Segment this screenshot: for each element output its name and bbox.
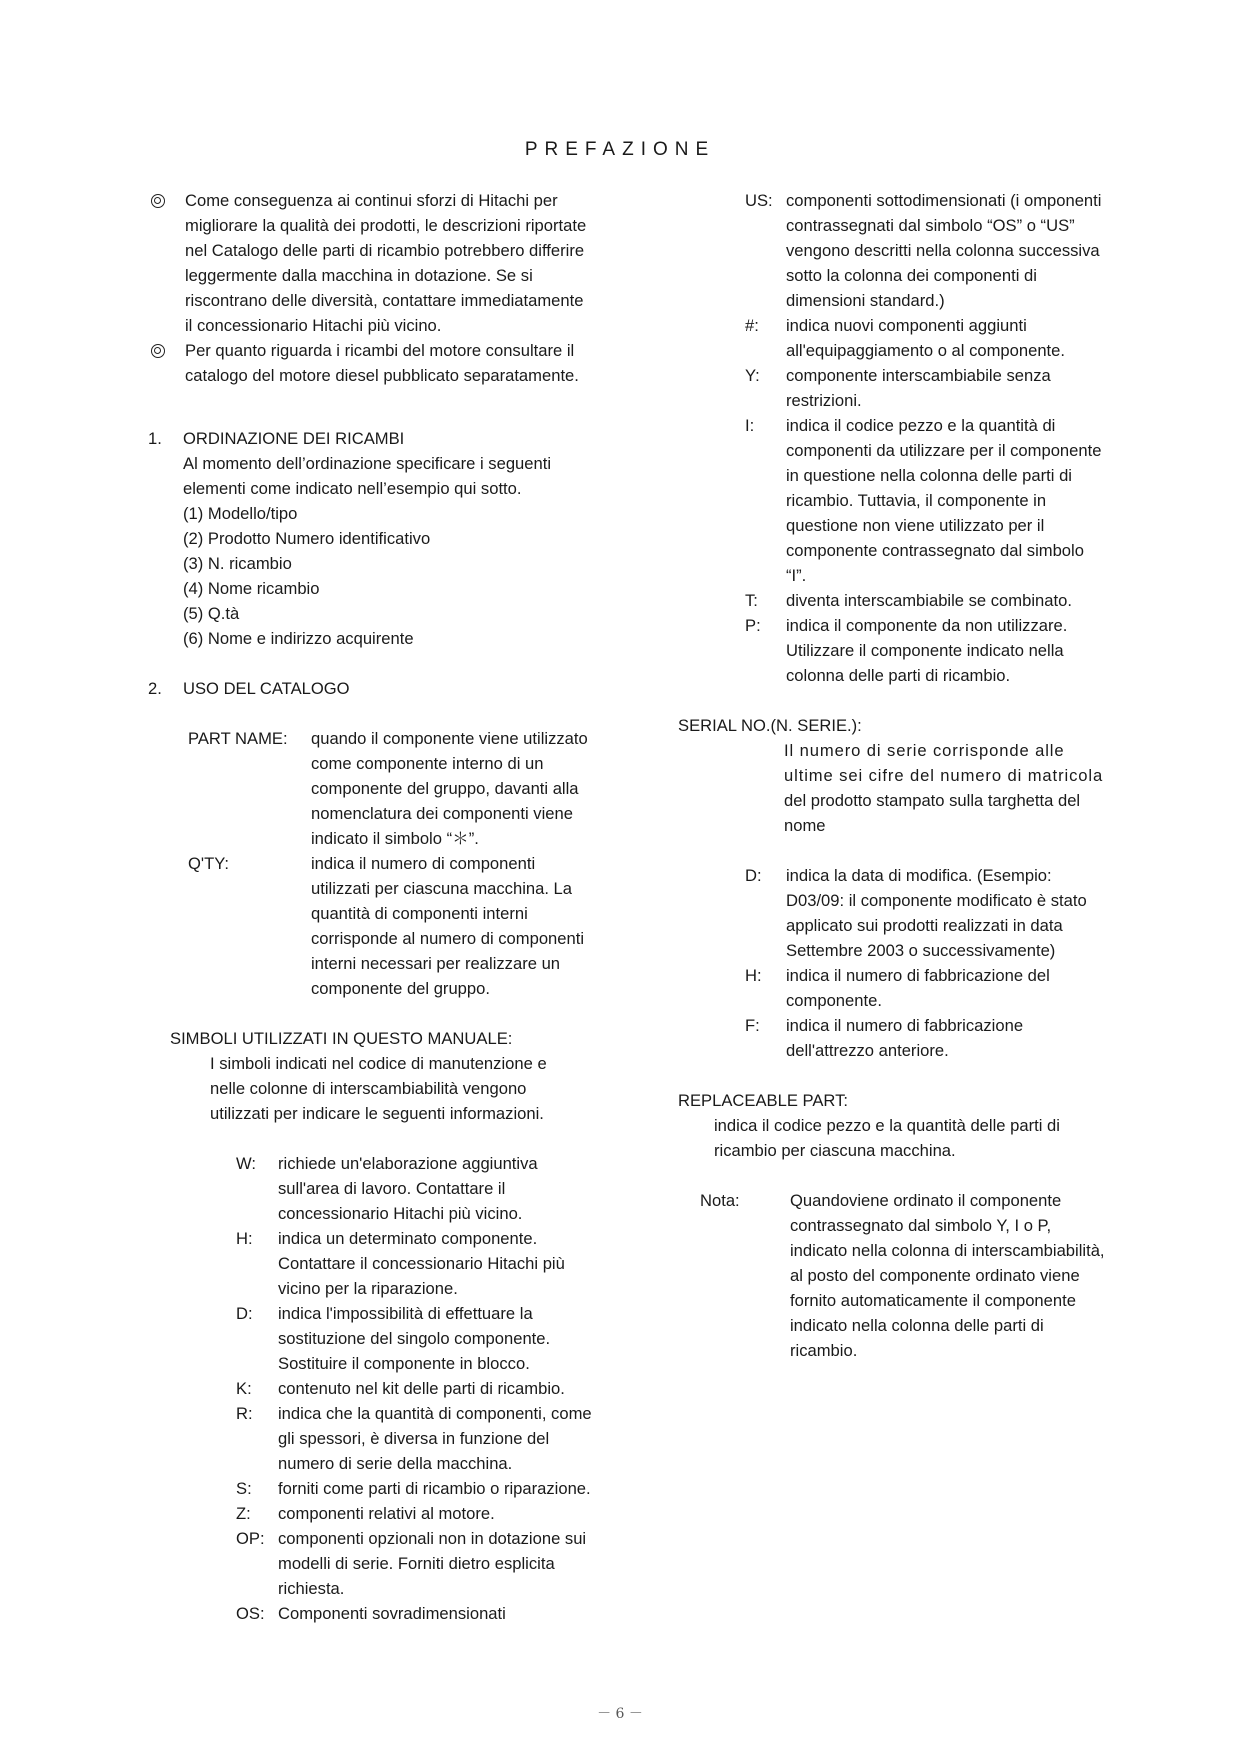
note-text-line: al posto del componente ordinato viene (790, 1266, 1080, 1285)
serial-code: H: (745, 966, 762, 985)
serial-code-description: indica il numero di fabbricazione del (786, 966, 1050, 985)
serial-text-line: del prodotto stampato sulla targhetta del (784, 791, 1081, 810)
symbol-description: dimensioni standard.) (786, 291, 945, 310)
serial-code: F: (745, 1016, 760, 1035)
symbols-intro-line: utilizzati per indicare le seguenti informazioni. (210, 1104, 544, 1123)
intro-paragraph-line: Come conseguenza ai continui sforzi di Hitachi per (185, 191, 558, 210)
order-list-item: (6) Nome e indirizzo acquirente (183, 629, 414, 648)
note-text-line: ricambio. (790, 1341, 858, 1360)
serial-code-description: indica la data di modifica. (Esempio: (786, 866, 1052, 885)
symbol-code: OP: (236, 1529, 265, 1548)
symbol-description: concessionario Hitachi più vicino. (278, 1204, 523, 1223)
symbol-description: “I”. (786, 566, 807, 585)
serial-code-description: indica il numero di fabbricazione (786, 1016, 1024, 1035)
symbol-description: Sostituire il componente in blocco. (278, 1354, 530, 1373)
note-text-line: indicato nella colonna di interscambiabilità, (790, 1241, 1105, 1260)
order-list-item: (2) Prodotto Numero identificativo (183, 529, 431, 548)
note-text-line: Quandoviene ordinato il componente (790, 1191, 1062, 1210)
serial-text-line: nome (784, 816, 826, 835)
symbol-description: colonna delle parti di ricambio. (786, 666, 1011, 685)
part-name-label: PART NAME: (188, 729, 288, 748)
part-name-description: come componente interno di un (311, 754, 544, 773)
symbol-code: T: (745, 591, 758, 610)
symbol-description: Componenti sovradimensionati (278, 1604, 506, 1623)
note-text-line: fornito automaticamente il componente (790, 1291, 1076, 1310)
symbol-description: indica l'impossibilità di effettuare la (278, 1304, 533, 1323)
section-text-line: Al momento dell’ordinazione specificare i seguenti (183, 454, 552, 473)
symbol-code: D: (236, 1304, 253, 1323)
symbol-description: indica il componente da non utilizzare. (786, 616, 1068, 635)
note-text-line: indicato nella colonna delle parti di (790, 1316, 1044, 1335)
symbol-description: contenuto nel kit delle parti di ricambio. (278, 1379, 565, 1398)
symbol-description: questione non viene utilizzato per il (786, 516, 1045, 535)
symbol-description: componente interscambiabile senza (786, 366, 1051, 385)
part-name-description: quando il componente viene utilizzato (311, 729, 588, 748)
part-name-description: componente del gruppo, davanti alla (311, 779, 579, 798)
symbol-description: richiede un'elaborazione aggiuntiva (278, 1154, 538, 1173)
serial-code-description: applicato sui prodotti realizzati in data (786, 916, 1063, 935)
replaceable-text-line: indica il codice pezzo e la quantità delle parti di (714, 1116, 1060, 1135)
serial-heading: SERIAL NO.(N. SERIE.): (678, 716, 862, 735)
part-name-description: indicato il simbolo “＊”. (311, 829, 479, 848)
symbol-description: indica nuovi componenti aggiunti (786, 316, 1027, 335)
symbol-description: gli spessori, è diversa in funzione del (278, 1429, 550, 1448)
serial-code-description: D03/09: il componente modificato è stato (786, 891, 1087, 910)
symbol-description: sull'area di lavoro. Contattare il (278, 1179, 506, 1198)
order-list-item: (3) N. ricambio (183, 554, 292, 573)
intro-paragraph-line: nel Catalogo delle parti di ricambio potrebbero differire (185, 241, 585, 260)
note-text-line: contrassegnato dal simbolo Y, I o P, (790, 1216, 1052, 1235)
symbol-code: R: (236, 1404, 253, 1423)
serial-text-line: ultime sei cifre del numero di matricola (784, 766, 1104, 785)
intro-paragraph-line: catalogo del motore diesel pubblicato separatamente. (185, 366, 579, 385)
double-circle-bullet-icon (151, 344, 165, 358)
order-list-item: (4) Nome ricambio (183, 579, 320, 598)
serial-code-description: dell'attrezzo anteriore. (786, 1041, 949, 1060)
symbol-code: I: (745, 416, 755, 435)
section-heading: USO DEL CATALOGO (183, 679, 350, 698)
symbol-description: forniti come parti di ricambio o riparazione. (278, 1479, 591, 1498)
symbol-description: diventa interscambiabile se combinato. (786, 591, 1072, 610)
symbol-description: contrassegnati dal simbolo “OS” o “US” (786, 216, 1075, 235)
symbol-code: W: (236, 1154, 256, 1173)
intro-paragraph-line: leggermente dalla macchina in dotazione. Se si (185, 266, 533, 285)
serial-code-description: Settembre 2003 o successivamente) (786, 941, 1056, 960)
page-title: PREFAZIONE (524, 139, 716, 160)
qty-description: utilizzati per ciascuna macchina. La (311, 879, 573, 898)
symbol-description: Utilizzare il componente indicato nella (786, 641, 1064, 660)
qty-description: quantità di componenti interni (311, 904, 528, 923)
symbols-intro-line: nelle colonne di interscambiabilità vengono (210, 1079, 527, 1098)
symbol-code: Z: (236, 1504, 251, 1523)
replaceable-heading: REPLACEABLE PART: (678, 1091, 849, 1110)
serial-code-description: componente. (786, 991, 882, 1010)
symbol-description: all'equipaggiamento o al componente. (786, 341, 1066, 360)
symbol-code: K: (236, 1379, 252, 1398)
qty-description: interni necessari per realizzare un (311, 954, 561, 973)
qty-description: indica il numero di componenti (311, 854, 536, 873)
note-label: Nota: (700, 1191, 740, 1210)
symbol-description: richiesta. (278, 1579, 345, 1598)
symbol-description: ricambio. Tuttavia, il componente in (786, 491, 1047, 510)
symbol-description: indica che la quantità di componenti, come (278, 1404, 592, 1423)
symbol-description: componenti opzionali non in dotazione sui (278, 1529, 587, 1548)
symbol-description: sotto la colonna dei componenti di (786, 266, 1037, 285)
symbol-description: indica un determinato componente. (278, 1229, 538, 1248)
order-list-item: (1) Modello/tipo (183, 504, 298, 523)
serial-text-line: Il numero di serie corrisponde alle (784, 741, 1065, 760)
section-text-line: elementi come indicato nell’esempio qui sotto. (183, 479, 522, 498)
section-number: 1. (148, 429, 162, 448)
double-circle-bullet-icon (151, 194, 165, 208)
order-list-item: (5) Q.tà (183, 604, 240, 623)
replaceable-text-line: ricambio per ciascuna macchina. (714, 1141, 956, 1160)
page-number: － 6 － (597, 1706, 643, 1722)
symbol-code: S: (236, 1479, 252, 1498)
symbols-intro-line: I simboli indicati nel codice di manutenzione e (210, 1054, 547, 1073)
symbol-description: componenti sottodimensionati (i omponenti (786, 191, 1102, 210)
symbol-code: H: (236, 1229, 253, 1248)
symbol-description: numero di serie della macchina. (278, 1454, 513, 1473)
symbol-description: componenti da utilizzare per il componente (786, 441, 1102, 460)
symbol-description: restrizioni. (786, 391, 862, 410)
symbol-description: sostituzione del singolo componente. (278, 1329, 551, 1348)
intro-paragraph-line: migliorare la qualità dei prodotti, le descrizioni riportate (185, 216, 587, 235)
symbol-description: modelli di serie. Forniti dietro esplicita (278, 1554, 555, 1573)
serial-code: D: (745, 866, 762, 885)
symbol-code: US: (745, 191, 773, 210)
symbol-code: Y: (745, 366, 760, 385)
symbol-description: in questione nella colonna delle parti di (786, 466, 1072, 485)
qty-label: Q'TY: (188, 854, 229, 873)
symbol-description: componente contrassegnato dal simbolo (786, 541, 1084, 560)
intro-paragraph-line: Per quanto riguarda i ricambi del motore consultare il (185, 341, 575, 360)
intro-paragraph-line: riscontrano delle diversità, contattare immediatamente (185, 291, 584, 310)
symbol-description: vicino per la riparazione. (278, 1279, 458, 1298)
symbol-description: componenti relativi al motore. (278, 1504, 495, 1523)
part-name-description: nomenclatura dei componenti viene (311, 804, 573, 823)
intro-paragraph-line: il concessionario Hitachi più vicino. (185, 316, 442, 335)
symbol-code: P: (745, 616, 761, 635)
symbol-description: indica il codice pezzo e la quantità di (786, 416, 1056, 435)
qty-description: componente del gruppo. (311, 979, 490, 998)
section-heading: ORDINAZIONE DEI RICAMBI (183, 429, 405, 448)
symbol-description: vengono descritti nella colonna successiva (786, 241, 1100, 260)
section-number: 2. (148, 679, 162, 698)
qty-description: corrisponde al numero di componenti (311, 929, 585, 948)
symbols-heading: SIMBOLI UTILIZZATI IN QUESTO MANUALE: (170, 1029, 513, 1048)
symbol-code: #: (745, 316, 759, 335)
symbol-description: Contattare il concessionario Hitachi più (278, 1254, 565, 1273)
symbol-code: OS: (236, 1604, 265, 1623)
